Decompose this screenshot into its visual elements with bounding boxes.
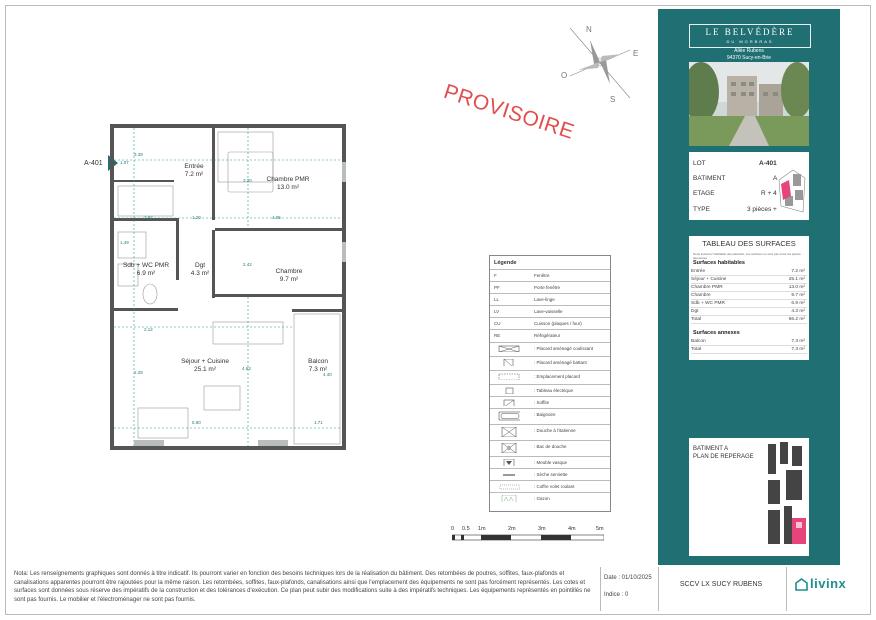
lot-label: LOT	[693, 160, 706, 167]
legend-symbol-row: : Baignoire	[490, 408, 610, 425]
dim-label: 3.20	[243, 178, 252, 183]
batiment-label: BATIMENT	[693, 175, 726, 182]
project-address: Allée Rubens 94370 Sucy-en-Brie	[726, 48, 772, 61]
room-sejour-cuisine: Séjour + Cuisine 25.1 m²	[181, 358, 229, 373]
compass-o: O	[561, 71, 568, 80]
legend-row: CU Cuisson (plaques / four)	[490, 317, 610, 330]
legend-symbol-row: : Douche à l'italienne	[490, 424, 610, 441]
dim-label: 2.82	[144, 215, 153, 220]
indice-label: Indice : 0	[604, 592, 629, 598]
sliding-closet-icon	[498, 345, 520, 352]
provisoire-stamp: PROVISOIRE	[440, 80, 578, 144]
dim-label: 2.42	[243, 262, 252, 267]
surface-total-row: Total 66.2 m²	[691, 317, 805, 322]
surface-row: Chambre 9.7 m²	[691, 293, 805, 298]
room-dgt: Dgt 4.3 m²	[190, 262, 210, 277]
legend-symbol-row: : Placard aménagé battant	[490, 356, 610, 371]
dim-label: 1.71	[314, 420, 323, 425]
dim-label: 2.28	[134, 370, 143, 375]
legend-symbol-row: : Soffite	[490, 396, 610, 409]
towel-dryer-icon	[498, 471, 520, 478]
compass-rose	[560, 20, 640, 105]
compass-s: S	[610, 95, 616, 104]
footer-divider	[658, 567, 659, 611]
surface-total-row: Total 7.3 m²	[691, 347, 805, 352]
legend-title: Légende	[494, 260, 517, 266]
legend-row: PF Porte fenêtre	[490, 281, 610, 294]
scale-tick-label: 1m	[478, 526, 486, 532]
type-value: 3 pièces +	[747, 206, 777, 213]
livinx-logo-icon	[795, 578, 808, 591]
dim-label: 4.63	[242, 366, 251, 371]
habitable-title: Surfaces habitables	[693, 260, 745, 266]
scale-tick-label: 5m	[596, 526, 604, 532]
floor-key-plan	[777, 156, 807, 216]
roller-shutter-box-icon	[498, 483, 520, 490]
electrical-panel-icon	[498, 387, 520, 394]
legend-symbol-row: : Emplacement placard	[490, 370, 610, 385]
surface-row: Chambre PMR 13.0 m²	[691, 285, 805, 290]
scale-tick-label: 2m	[508, 526, 516, 532]
batiment-plan-label: BATIMENT A PLAN DE REPERAGE	[693, 446, 754, 460]
floor-plan	[108, 122, 353, 460]
dim-label: 5.80	[192, 420, 201, 425]
legend-symbol-row: : Sèche serviette	[490, 468, 610, 481]
unit-marker-label: A-401	[84, 160, 103, 167]
date-label: Date : 01/10/2025	[604, 575, 652, 581]
lot-info-card	[689, 152, 809, 220]
building-key-plan	[764, 440, 808, 552]
etage-value: R + 4	[761, 190, 777, 197]
scale-tick-label: 3m	[538, 526, 546, 532]
bathtub-icon	[498, 411, 520, 421]
scale-bar	[452, 534, 604, 542]
legend-row: LV Lave-vaisselle	[490, 305, 610, 318]
surface-row: Balcon 7.3 m²	[691, 339, 805, 344]
soffit-icon	[498, 399, 520, 406]
shower-tray-icon	[498, 443, 520, 453]
dim-label: 4.40	[323, 372, 332, 377]
legend-symbol-row: : Bac de douche	[490, 440, 610, 457]
legend-symbol-row: : Gazon	[490, 492, 610, 507]
dim-label: 1.07	[120, 160, 129, 165]
dim-label: 2.12	[144, 327, 153, 332]
room-sdb-wc-pmr: Sdb + WC PMR 6.9 m²	[122, 262, 170, 277]
scale-tick-label: 0	[451, 526, 455, 532]
dim-label: 4.05	[272, 215, 281, 220]
room-chambre: Chambre 9.7 m²	[275, 268, 303, 283]
legend-row: F Fenêtre	[490, 269, 610, 282]
building-photo	[689, 62, 809, 146]
scale-tick-label: 0.5	[462, 526, 470, 532]
disclaimer-note: Nota: Les renseignements graphiques sont donnés à titre indicatif. Ils pourront varier en fonction des besoins techniques lors de la réalisation du bâtiment. Des retombées de poutres, soffites, faux-plafonds et canalisations apparentes pourront être rajoutées pour la même raison. Les retombées, soffites, faux-plafonds, canalisations ainsi que l'emplacement des équipements ne sont pas forcément représentés. Les cotes et surfaces sont données sous réserve des impératifs de la construction et des tolérances d'exécution. Ce plan peut subir des modifications suite à des impératifs techniques. Les équipements représentés en pointillés ne sont pas fournis. Le mobilier et l'électroménager ne sont pas fournis.	[14, 571, 591, 603]
legend-symbol-row: : Meuble vasque	[490, 456, 610, 469]
legend-row: LL Lave-linge	[490, 293, 610, 306]
hinged-closet-icon	[498, 359, 520, 366]
walk-in-shower-icon	[498, 427, 520, 437]
project-logo: LE BELVÉDÈRE DU MORBRAS	[689, 24, 811, 48]
surfaces-note: Nous incluons l'habitable des placards, ces surfaces ne sont pas entre les pièces attenantes	[693, 252, 801, 260]
vanity-unit-icon	[498, 459, 520, 466]
batiment-value: A	[773, 175, 778, 182]
type-label: TYPE	[693, 206, 710, 213]
dim-label: 1.20	[192, 215, 201, 220]
etage-label: ETAGE	[693, 190, 715, 197]
promoter-name: SCCV LX SUCY RUBENS	[679, 581, 763, 588]
lawn-icon	[498, 495, 520, 502]
closet-placement-icon	[498, 373, 520, 380]
footer-divider	[600, 567, 601, 611]
compass-n: N	[586, 25, 592, 34]
surface-row: Dgt 4.3 m²	[691, 309, 805, 314]
lot-value: A-401	[759, 160, 777, 167]
surface-row: Séjour + Cuisine 25.1 m²	[691, 277, 805, 282]
legend-row: RE Réfrigérateur	[490, 329, 610, 342]
scale-tick-label: 4m	[568, 526, 576, 532]
surface-row: Entrée 7.2 m²	[691, 269, 805, 274]
footer-divider	[786, 567, 787, 611]
brand-name: livinx	[810, 576, 847, 591]
dim-label: 3.39	[134, 152, 143, 157]
legend-symbol-row: : Coffre volet roulant	[490, 480, 610, 493]
legend-table	[489, 255, 611, 512]
dim-label: 1.49	[120, 240, 129, 245]
compass-e: E	[633, 49, 639, 58]
annexes-title: Surfaces annexes	[693, 330, 740, 336]
room-entree: Entrée 7.2 m²	[184, 163, 204, 178]
legend-symbol-row: : Tableau électrique	[490, 384, 610, 397]
surfaces-title: TABLEAU DES SURFACES	[702, 239, 796, 248]
surfaces-card	[689, 236, 809, 360]
room-chambre-pmr: Chambre PMR 13.0 m²	[266, 176, 310, 191]
surface-row: Sdb + WC PMR 6.9 m²	[691, 301, 805, 306]
legend-symbol-row: : Placard aménagé coulissant	[490, 342, 610, 357]
room-balcon: Balcon 7.3 m²	[308, 358, 328, 373]
